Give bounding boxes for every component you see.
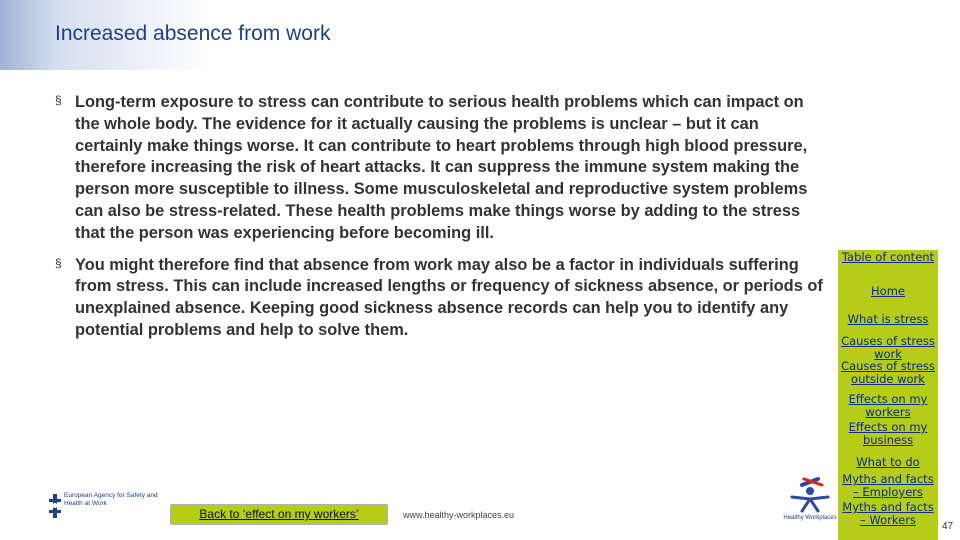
campaign-logo-text: Healthy Workplaces [783,515,837,521]
nav-link-myths-and-facts-workers[interactable]: Myths and facts – Workers [842,500,934,527]
healthy-workplaces-logo [778,475,842,525]
page-title: Increased absence from work [55,22,331,45]
navigation-sidebar [838,250,938,540]
nav-link-what-is-stress[interactable]: What is stress [847,312,929,326]
bullet-text: Long-term exposure to stress can contribute to serious health problems which can impact on the whole body. The evidence for it actually causing the problems is unclear – but it can certainly make things worse. It can contribute to heart problems through high blood pressure, therefore increasing the risk of heart attacks. It can suppress the immune system making the person more susceptible to illness. Some musculoskeletal and reproductive system problems can also be stress-related. These health problems make things worse by adding to the stress that the person was experiencing before becoming ill. [75,93,808,242]
nav-link-causes-of-stress-outside-work[interactable]: Causes of stress outside work [841,359,935,386]
eu-osha-icon [48,493,62,519]
nav-link-home[interactable]: Home [871,284,905,298]
eu-osha-logo [48,490,158,524]
site-url: www.healthy-workplaces.eu [403,510,515,520]
bullet-marker: § [55,93,62,107]
agency-name: European Agency for Safety and Health at Work [64,492,158,507]
nav-link-effects-on-my-workers[interactable]: Effects on my workers [848,392,928,419]
bullet-list [55,92,830,352]
nav-link-what-to-do[interactable]: What to do [856,455,920,469]
bullet-marker: § [55,255,62,270]
healthy-workplaces-icon [778,475,842,515]
bullet-text: You might therefore find that absence from work may also be a factor in individuals suffering from stress. This can include increased lengths or frequency of sickness absence, or periods of unexplained absence. Keeping good sickness absence records can help you to identify any potential problems and help to solve them. [75,255,823,339]
nav-link-effects-on-my-business[interactable]: Effects on my business [848,420,928,447]
title-bar [0,0,960,70]
nav-link-causes-of-stress-work[interactable]: Causes of stress work [841,334,935,361]
page-number: 47 [942,521,954,532]
nav-link-table-of-content[interactable]: Table of content [841,250,935,264]
nav-link-myths-and-facts-employers[interactable]: Myths and facts – Employers [842,472,934,499]
back-to-effects-button[interactable]: Back to ‘effect on my workers’ [170,504,388,525]
bullet-item [55,255,830,342]
bullet-item [55,92,830,245]
